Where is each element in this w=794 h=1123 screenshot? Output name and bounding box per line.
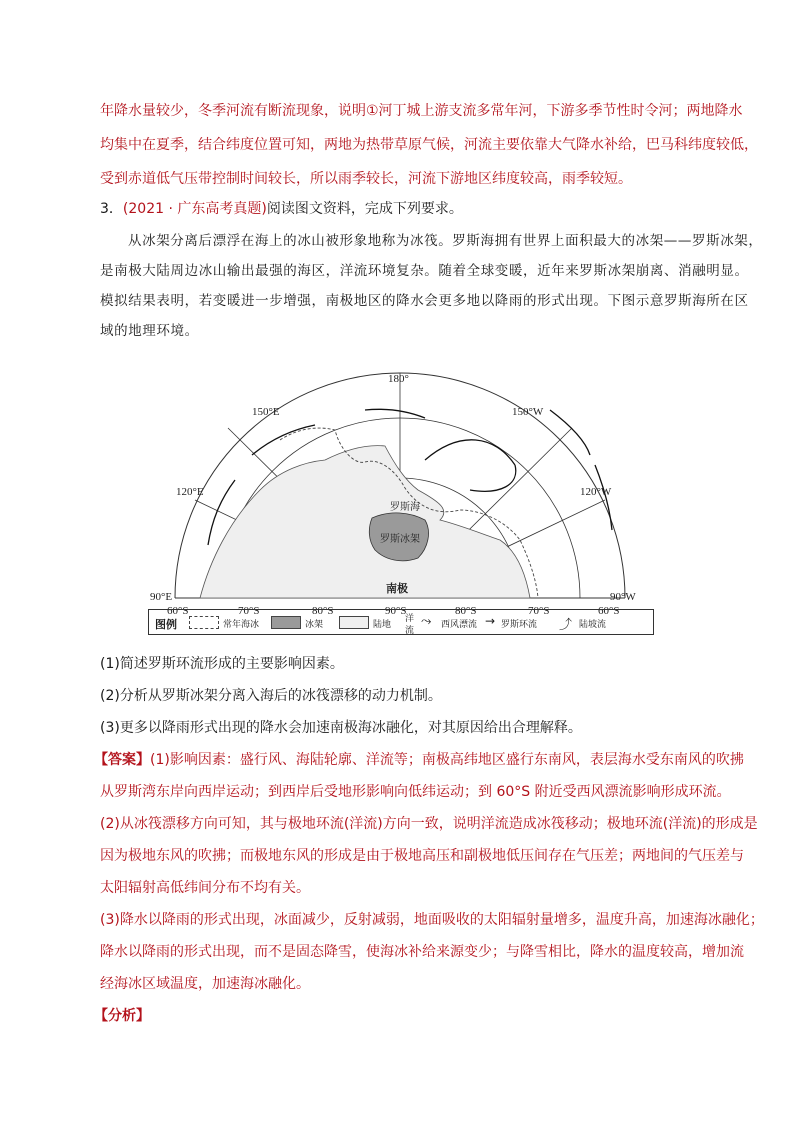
analysis-tag: 【分析】: [94, 1008, 150, 1024]
answer-line-4: 因为极地东风的吹拂；而极地东风的形成是由于极地高压和副极地低压间存在气压差；两地间的气压差与: [100, 848, 744, 864]
prev-answer-line-2: 均集中在夏季，结合纬度位置可知，两地为热带草原气候，河流主要依靠大气降水补给，巴马科纬度较低，: [100, 137, 758, 153]
ross-sea-map: [140, 350, 660, 650]
legend-current-1: 洋: [405, 614, 415, 624]
legend-westerly-drift: 西风漂流: [441, 620, 478, 630]
answer-line-2: 从罗斯湾东岸向西岸运动；到西岸后受地形影响向低纬运动；到 60°S 附近受西风漂流影响形成环流。: [100, 784, 731, 800]
question-number: 3．: [100, 201, 123, 217]
answer-line-8: 经海冰区域温度，加速海冰融化。: [100, 976, 310, 992]
answer-line-3: (2)从冰筏漂移方向可知，其与极地环流(洋流)方向一致，说明洋流造成冰筏移动；极地环流(洋流)的形成是: [100, 816, 758, 832]
map-legend: [148, 609, 654, 635]
lon-90e: 90°E: [150, 591, 173, 603]
lat-60s-right: 60°S: [598, 605, 620, 617]
westerly-drift-arrow: [550, 410, 590, 455]
legend-current-2: 流: [405, 626, 415, 636]
lon-120e: 120°E: [176, 486, 204, 498]
question-prompt: 阅读图文资料，完成下列要求。: [266, 201, 463, 217]
lat-70s-right: 70°S: [528, 605, 550, 617]
legend-land: 陆地: [373, 620, 392, 630]
material-line-4: 域的地理环境。: [100, 323, 199, 339]
lat-80s-left: 80°S: [312, 605, 334, 617]
label-ross-sea: 罗斯海: [390, 502, 420, 513]
material-line-1: 从冰架分离后漂浮在海上的冰山被形象地称为冰筏。罗斯海拥有世界上面积最大的冰架——罗斯冰架，: [128, 233, 763, 249]
lon-180: 180°: [388, 373, 409, 385]
legend-sea-ice-swatch: [189, 616, 219, 629]
question-header: [100, 194, 463, 224]
label-south-pole: 南极: [386, 582, 408, 595]
legend-sea-ice: 常年海冰: [223, 620, 260, 630]
lon-90w: 90°W: [610, 591, 636, 603]
answer-text-1: (1)影响因素：盛行风、海陆轮廓、洋流等；南极高纬地区盛行东南风，表层海水受东南风的吹拂: [150, 752, 744, 768]
sub-question-3: (3)更多以降雨形式出现的降水会加速南极海冰融化，对其原因给出合理解释。: [100, 720, 582, 736]
ross-gyre-arrow: [425, 440, 515, 465]
sub-question-2: (2)分析从罗斯冰架分离入海后的冰筏漂移的动力机制。: [100, 688, 442, 704]
prev-answer-line-3: 受到赤道低气压带控制时间较长，所以雨季较长，河流下游地区纬度较高，雨季较短。: [100, 171, 632, 187]
lat-80s-right: 80°S: [455, 605, 477, 617]
legend-ross-gyre: 罗斯环流: [501, 620, 538, 630]
lon-150w: 150°W: [512, 406, 544, 418]
material-line-3: 模拟结果表明，若变暖进一步增强，南极地区的降水会更多地以降雨的形式出现。下图示意罗斯海所在区: [100, 293, 749, 309]
slope-arrow-icon: ⤴: [559, 618, 573, 633]
legend-slope-current: 陆坡流: [579, 620, 607, 630]
lon-120w: 120°W: [580, 486, 612, 498]
label-ross-ice-shelf: 罗斯冰架: [380, 534, 420, 545]
answer-line-1: [94, 745, 744, 775]
lat-70s-left: 70°S: [238, 605, 260, 617]
prev-answer-line-1: 年降水量较少，冬季河流有断流现象，说明①河丁城上游支流多常年河，下游多季节性时令河；两地降水: [100, 103, 743, 119]
lat-90s: 90°S: [385, 605, 407, 617]
lat-60s-left: 60°S: [167, 605, 189, 617]
ross-gyre-arrow-icon: →: [485, 614, 496, 628]
legend-ice-shelf-swatch: [271, 616, 301, 629]
legend-land-swatch: [339, 616, 369, 629]
sub-question-1: (1)简述罗斯环流形成的主要影响因素。: [100, 656, 344, 672]
material-line-2: 是南极大陆周边冰山输出最强的海区，洋流环境复杂。随着全球变暖，近年来罗斯冰架崩离、消融明显。: [100, 263, 749, 279]
ross-gyre-arrow: [470, 465, 516, 491]
legend-title: 图例: [155, 618, 177, 631]
answer-line-6: (3)降水以降雨的形式出现，冰面减少，反射减弱，地面吸收的太阳辐射量增多，温度升高，加速海冰融化；: [100, 912, 764, 928]
lon-150e: 150°E: [252, 406, 280, 418]
answer-line-7: 降水以降雨的形式出现，而不是固态降雪，使海冰补给来源变少；与降雪相比，降水的温度较高，增加流: [100, 944, 744, 960]
westerly-arrow-icon: ⤳: [421, 614, 432, 629]
antarctic-land: [200, 446, 530, 598]
legend-ice-shelf: 冰架: [305, 620, 324, 630]
question-source: (2021 · 广东高考真题): [122, 201, 267, 217]
westerly-drift-arrow: [365, 409, 425, 418]
answer-tag: 【答案】: [94, 752, 150, 768]
answer-line-5: 太阳辐射高低纬间分布不均有关。: [100, 880, 310, 896]
